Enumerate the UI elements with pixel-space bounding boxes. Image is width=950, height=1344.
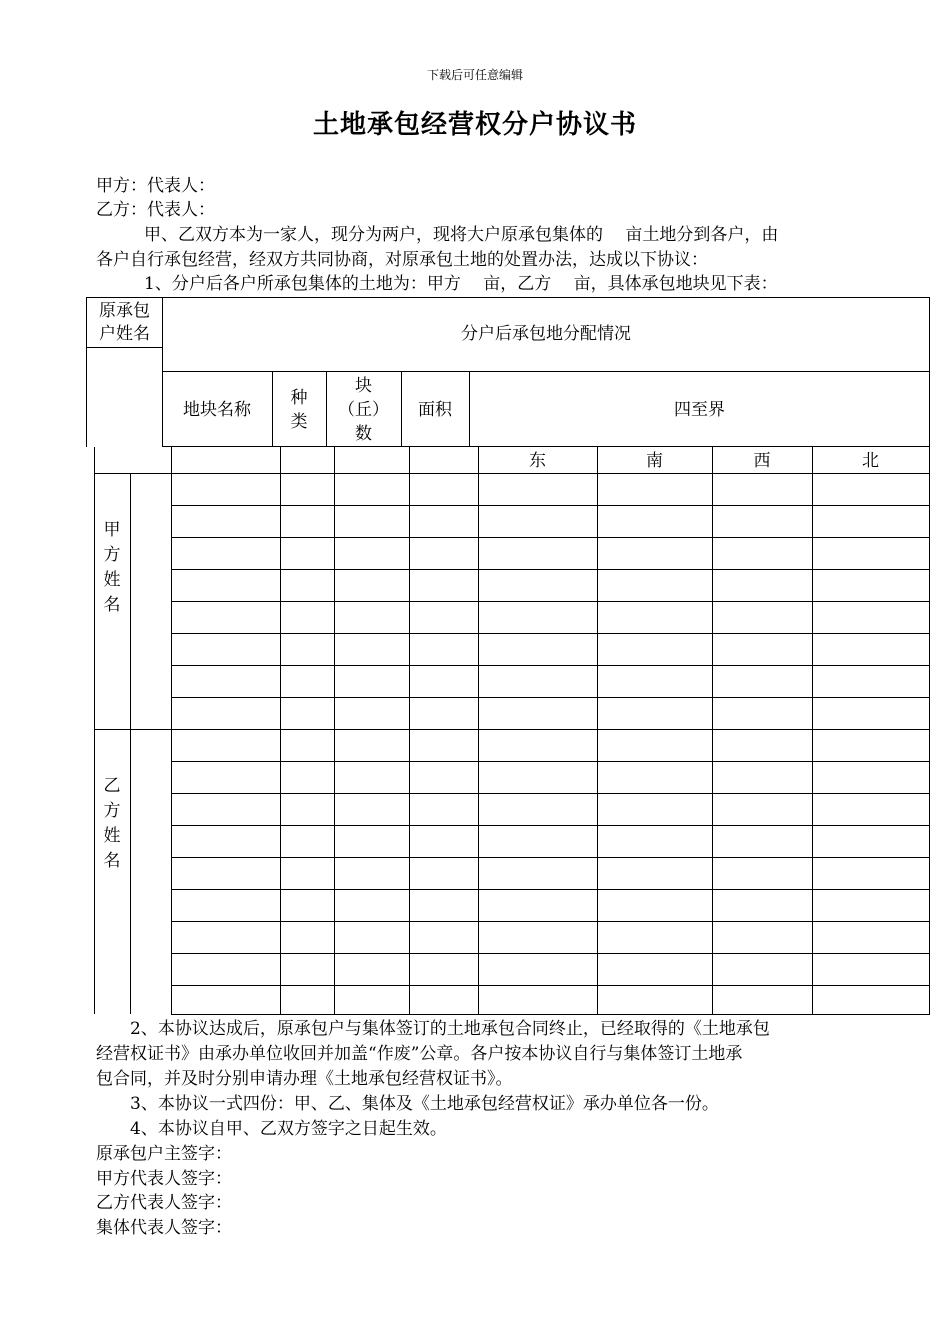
party-a-line: 甲方：代表人： — [96, 176, 215, 196]
party-a-name-char: 姓 — [103, 570, 121, 590]
col-count-2: （丘） — [338, 400, 389, 420]
header-note: 下载后可任意编辑 — [426, 68, 523, 82]
intro-line-1: 甲、乙双方本为一家人，现分为两户，现将大户原承包集体的 亩土地分到各户，由 — [144, 225, 779, 245]
dir-west: 西 — [753, 451, 771, 471]
signature-party-a: 甲方代表人签字： — [96, 1169, 232, 1189]
signature-collective: 集体代表人签字： — [96, 1218, 232, 1238]
col-plot-name: 地块名称 — [183, 400, 251, 420]
col-count-3: 数 — [355, 424, 372, 444]
page-title: 土地承包经营权分户协议书 — [312, 110, 637, 140]
clause-3: 3、本协议一式四份：甲、乙、集体及《土地承包经营权证》承办单位各一份。 — [130, 1094, 719, 1114]
col-type-2: 类 — [290, 412, 308, 432]
orig-name-label-1: 原承包 — [99, 301, 150, 321]
orig-name-label-2: 户姓名 — [99, 324, 150, 344]
clause-2-line-1: 2、本协议达成后，原承包户与集体签订的土地承包合同终止，已经取得的《土地承包 — [130, 1019, 770, 1039]
party-b-line: 乙方：代表人： — [96, 200, 215, 220]
signature-party-b: 乙方代表人签字： — [96, 1193, 232, 1213]
clause-2-line-3: 包合同，并及时分别申请办理《土地承包经营权证书》。 — [96, 1069, 513, 1089]
intro-line-2: 各户自行承包经营，经双方共同协商，对原承包土地的处置办法，达成以下协议： — [96, 250, 708, 270]
clause-1: 1、分户后各户所承包集体的土地为：甲方 亩，乙方 亩，具体承包地块见下表： — [144, 274, 778, 294]
dir-north: 北 — [862, 451, 879, 471]
party-a-name-char: 甲 — [103, 520, 121, 540]
col-area: 面积 — [418, 400, 452, 420]
signature-orig-household: 原承包户主签字： — [96, 1144, 232, 1164]
party-b-name-char: 方 — [103, 801, 121, 821]
party-b-name-char: 乙 — [103, 776, 121, 796]
col-count-1: 块 — [355, 376, 372, 396]
party-a-name-char: 方 — [103, 545, 121, 565]
party-a-name-char: 名 — [103, 595, 121, 615]
dir-south: 南 — [646, 451, 663, 471]
clause-4: 4、本协议自甲、乙双方签字之日起生效。 — [130, 1119, 447, 1139]
party-b-name-char: 名 — [103, 851, 121, 871]
col-boundary: 四至界 — [674, 400, 725, 420]
party-b-name-char: 姓 — [103, 826, 121, 846]
clause-2-line-2: 经营权证书》由承办单位收回并加盖“作废”公章。各户按本协议自行与集体签订土地承 — [96, 1044, 743, 1064]
col-type-1: 种 — [290, 388, 308, 408]
dir-east: 东 — [529, 451, 546, 471]
allocation-header: 分户后承包地分配情况 — [461, 324, 631, 344]
